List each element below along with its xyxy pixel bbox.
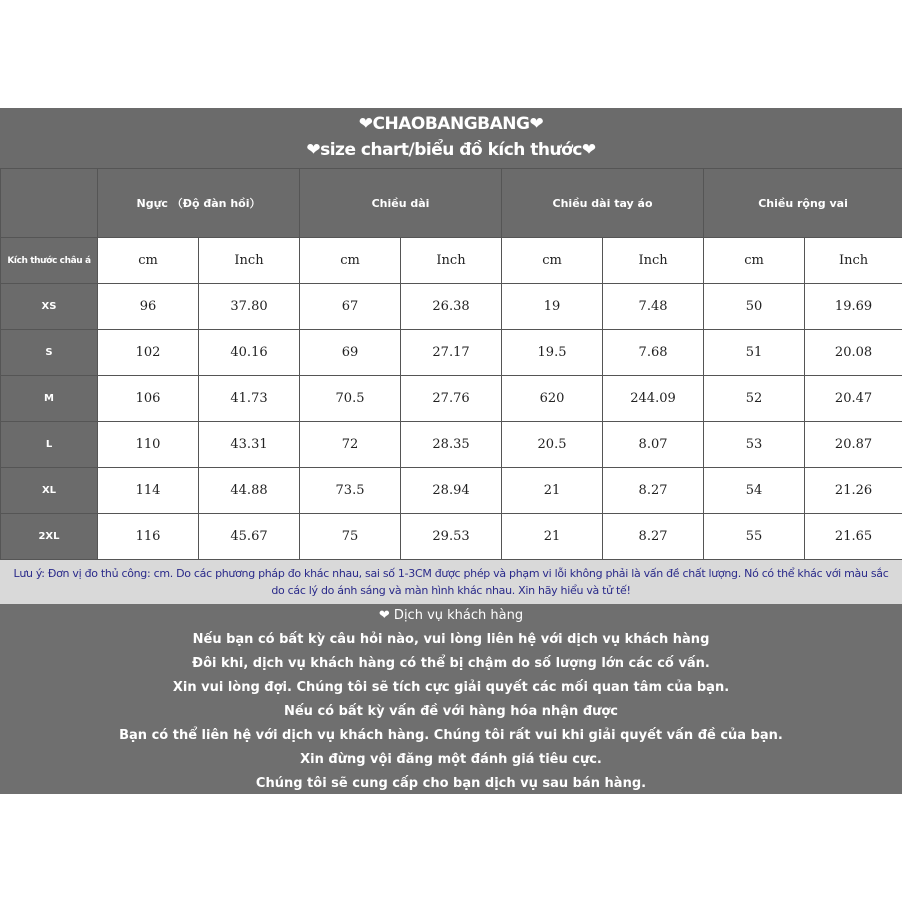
table-row — [1, 330, 902, 376]
table-cell: 54 — [704, 468, 805, 514]
unit-cell: cm — [98, 238, 199, 284]
table-cell: 19.5 — [502, 330, 603, 376]
table-cell: 114 — [98, 468, 199, 514]
table-row — [1, 514, 902, 560]
table-cell: 21 — [502, 514, 603, 560]
table-cell: 21.65 — [805, 514, 902, 560]
size-label: S — [1, 330, 98, 376]
unit-cell: Inch — [401, 238, 502, 284]
service-line: Chúng tôi sẽ cung cấp cho bạn dịch vụ sau bán hàng. — [255, 776, 647, 791]
table-cell: 75 — [300, 514, 401, 560]
table-cell: 8.07 — [603, 422, 704, 468]
table-cell: 37.80 — [199, 284, 300, 330]
unit-cell: Inch — [199, 238, 300, 284]
table-cell: 52 — [704, 376, 805, 422]
table-cell: 244.09 — [603, 376, 704, 422]
table-cell: 72 — [300, 422, 401, 468]
table-row — [1, 468, 902, 514]
service-title: ❤ Dịch vụ khách hàng — [378, 608, 524, 623]
table-cell: 8.27 — [603, 468, 704, 514]
table-cell: 116 — [98, 514, 199, 560]
size-label: XS — [1, 284, 98, 330]
unit-cell: cm — [300, 238, 401, 284]
table-cell: 28.35 — [401, 422, 502, 468]
table-cell: 20.08 — [805, 330, 902, 376]
size-label: XL — [1, 468, 98, 514]
service-line: Xin đừng vội đăng một đánh giá tiêu cực. — [300, 752, 602, 767]
size-label: 2XL — [1, 514, 98, 560]
table-cell: 67 — [300, 284, 401, 330]
service-line: Nếu có bất kỳ vấn đề với hàng hóa nhận được — [283, 704, 619, 719]
table-cell: 102 — [98, 330, 199, 376]
column-header-sleeve: Chiều dài tay áo — [502, 169, 704, 238]
table-cell: 96 — [98, 284, 199, 330]
table-cell: 50 — [704, 284, 805, 330]
table-cell: 29.53 — [401, 514, 502, 560]
column-header-chest: Ngực （Độ đàn hồi） — [98, 169, 300, 238]
table-cell: 43.31 — [199, 422, 300, 468]
service-line: Xin vui lòng đợi. Chúng tôi sẽ tích cực giải quyết các mối quan tâm của bạn. — [172, 680, 730, 695]
table-row — [1, 422, 902, 468]
size-label: M — [1, 376, 98, 422]
table-cell: 20.87 — [805, 422, 902, 468]
table-cell: 106 — [98, 376, 199, 422]
table-cell: 70.5 — [300, 376, 401, 422]
unit-row — [1, 238, 902, 284]
unit-cell: Inch — [603, 238, 704, 284]
table-cell: 73.5 — [300, 468, 401, 514]
table-cell: 110 — [98, 422, 199, 468]
header-corner — [1, 169, 98, 238]
table-cell: 44.88 — [199, 468, 300, 514]
table-cell: 27.17 — [401, 330, 502, 376]
service-line: Đôi khi, dịch vụ khách hàng có thể bị chậm do số lượng lớn các cố vấn. — [192, 656, 710, 671]
column-header-row — [1, 169, 902, 238]
table-cell: 21.26 — [805, 468, 902, 514]
size-label: L — [1, 422, 98, 468]
table-cell: 51 — [704, 330, 805, 376]
measurement-note — [0, 560, 902, 604]
table-cell: 8.27 — [603, 514, 704, 560]
table-cell: 21 — [502, 468, 603, 514]
table-cell: 20.5 — [502, 422, 603, 468]
asian-size-label: Kích thước châu á — [1, 238, 98, 284]
table-cell: 620 — [502, 376, 603, 422]
table-cell: 7.68 — [603, 330, 704, 376]
table-cell: 45.67 — [199, 514, 300, 560]
table-cell: 26.38 — [401, 284, 502, 330]
table-cell: 27.76 — [401, 376, 502, 422]
unit-cell: cm — [502, 238, 603, 284]
table-cell: 55 — [704, 514, 805, 560]
table-cell: 41.73 — [199, 376, 300, 422]
table-row — [1, 376, 902, 422]
note-line: Lưu ý: Đơn vị đo thủ công: cm. Do các phương pháp đo khác nhau, sai số 1-3CM được phép và phạm vi lỗi không phải là vấn đề chất lượng. Nó có thể khác với màu sắc — [13, 567, 889, 580]
column-header-length: Chiều dài — [300, 169, 502, 238]
table-cell: 20.47 — [805, 376, 902, 422]
table-row — [1, 284, 902, 330]
size-table — [0, 168, 902, 560]
table-cell: 28.94 — [401, 468, 502, 514]
table-cell: 19.69 — [805, 284, 902, 330]
title-banner — [0, 108, 902, 168]
note-line: do các lý do ánh sáng và màn hình khác nhau. Xin hãy hiểu và tử tế! — [271, 584, 631, 597]
table-cell: 53 — [704, 422, 805, 468]
table-cell: 7.48 — [603, 284, 704, 330]
service-line: Nếu bạn có bất kỳ câu hỏi nào, vui lòng liên hệ với dịch vụ khách hàng — [192, 632, 710, 647]
unit-cell: Inch — [805, 238, 902, 284]
table-cell: 69 — [300, 330, 401, 376]
unit-cell: cm — [704, 238, 805, 284]
table-cell: 40.16 — [199, 330, 300, 376]
service-line: Bạn có thể liên hệ với dịch vụ khách hàng. Chúng tôi rất vui khi giải quyết vấn đề của bạn. — [119, 728, 783, 743]
column-header-shoulder: Chiều rộng vai — [704, 169, 902, 238]
chart-subtitle: ❤size chart/biểu đồ kích thước❤ — [306, 140, 596, 160]
brand-title: ❤CHAOBANGBANG❤ — [358, 114, 544, 134]
table-cell: 19 — [502, 284, 603, 330]
customer-service-block — [0, 604, 902, 794]
